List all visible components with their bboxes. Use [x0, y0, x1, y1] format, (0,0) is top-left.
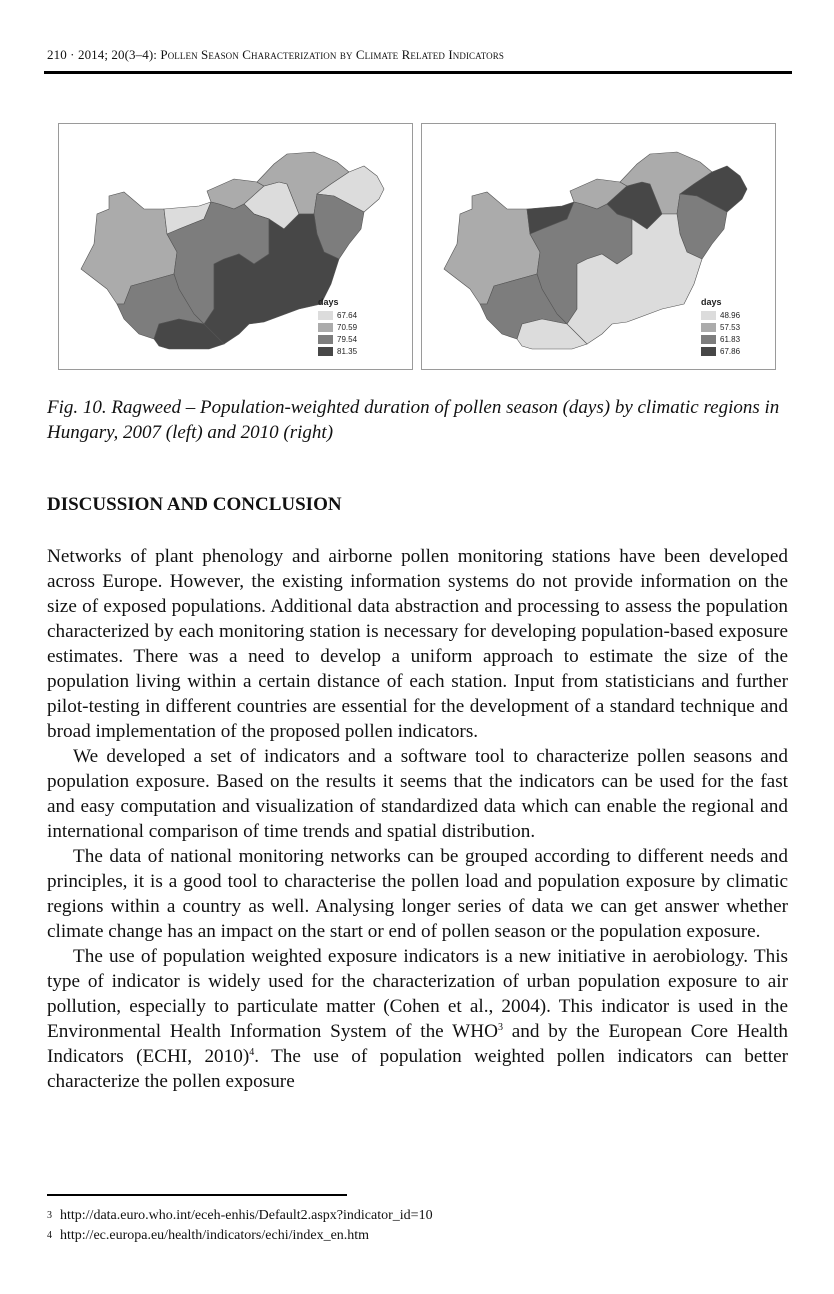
legend-2010: [701, 297, 740, 357]
journal-issue: 2014; 20(3–4):: [77, 47, 158, 62]
header-rule: [44, 71, 792, 74]
legend-swatch: [318, 311, 333, 320]
legend-swatch: [318, 347, 333, 356]
legend-item: 81.35: [318, 345, 357, 357]
legend-swatch: [701, 347, 716, 356]
running-title: Pollen Season Characterization by Climate Related Indicators: [160, 47, 504, 62]
legend-item: 67.64: [318, 309, 357, 321]
legend-item: 61.83: [701, 333, 740, 345]
footnote: $^3$ http://data.euro.who.int/eceh-enhis/Default2.aspx?indicator_id=10: [47, 1208, 433, 1223]
section-heading: DISCUSSION AND CONCLUSION: [47, 494, 342, 515]
footnotes: [47, 1206, 433, 1246]
paragraph: We developed a set of indicators and a software tool to characterize pollen seasons and population exposure. Based on the results it seems that the indicators can be used for the fast and easy computation and visualization of standardized data which can enable the regional and international comparison of time trends and spatial distribution.: [47, 746, 788, 842]
map-2007: [58, 123, 413, 370]
legend-swatch: [701, 311, 716, 320]
hungary-map-2007: [59, 124, 414, 371]
legend-2007: [318, 297, 357, 357]
legend-item: 70.59: [318, 321, 357, 333]
map-2010: [421, 123, 776, 370]
legend-title: days: [318, 297, 339, 307]
footnote-ref[interactable]: 4: [249, 1047, 255, 1058]
legend-swatch: [318, 335, 333, 344]
figure-caption: Fig. 10. Ragweed – Population-weighted duration of pollen season (days) by climatic regions in Hungary, 2007 (left) and 2010 (right): [47, 397, 780, 443]
legend-title: days: [701, 297, 722, 307]
legend-item: 57.53: [701, 321, 740, 333]
legend-swatch: [701, 335, 716, 344]
footnote-rule: [47, 1194, 347, 1196]
page-number: 210: [47, 47, 67, 62]
footnote-link[interactable]: http://data.euro.who.int/eceh-enhis/Default2.aspx?indicator_id=10: [60, 1208, 433, 1223]
legend-swatch: [701, 323, 716, 332]
footnote: $^4$ http://ec.europa.eu/health/indicators/echi/index_en.htm: [47, 1228, 370, 1243]
legend-item: 48.96: [701, 309, 740, 321]
footnote-ref[interactable]: 3: [497, 1022, 503, 1033]
legend-item: 67.86: [701, 345, 740, 357]
legend-item: 79.54: [318, 333, 357, 345]
running-header: [47, 47, 504, 63]
paragraph: The use of population weighted exposure indicators is a new initiative in aerobiology. This type of indicator is widely used for the characterization of urban population exposure to air pollution, especially to particulate matter (Cohen et al., 2004). This indicator is used in the Environmental Health Information System of the WHO$^3$ and by the European Core Health Indicators (ECHI, 2010)$^4$. The use of population weighted pollen indicators can better characterize the pollen exposure: [47, 946, 788, 1092]
footnote-link[interactable]: http://ec.europa.eu/health/indicators/echi/index_en.htm: [60, 1228, 370, 1243]
paragraph: Networks of plant phenology and airborne pollen monitoring stations have been developed across Europe. However, the existing information systems do not provide information on the size of exposed populations. Additional data abstraction and processing to assess the population characterized by each monitoring station is necessary for developing population-based exposure estimates. There was a need to develop a uniform approach to estimate the size of the population living within a certain distance of each station. Input from statisticians and further pilot-testing in different countries are essential for the development of a standard technique and broad implementation of the proposed pollen indicators.: [47, 546, 788, 742]
legend-swatch: [318, 323, 333, 332]
paragraph: The data of national monitoring networks can be grouped according to different needs and principles, it is a good tool to characterise the pollen load and population exposure by climatic regions within a country as well. Analysing longer series of data we can get answer whether climate change has an impact on the start or end of pollen season or the population exposure.: [47, 846, 788, 942]
header-separator: ·: [70, 47, 75, 62]
body-text: [47, 544, 788, 1094]
